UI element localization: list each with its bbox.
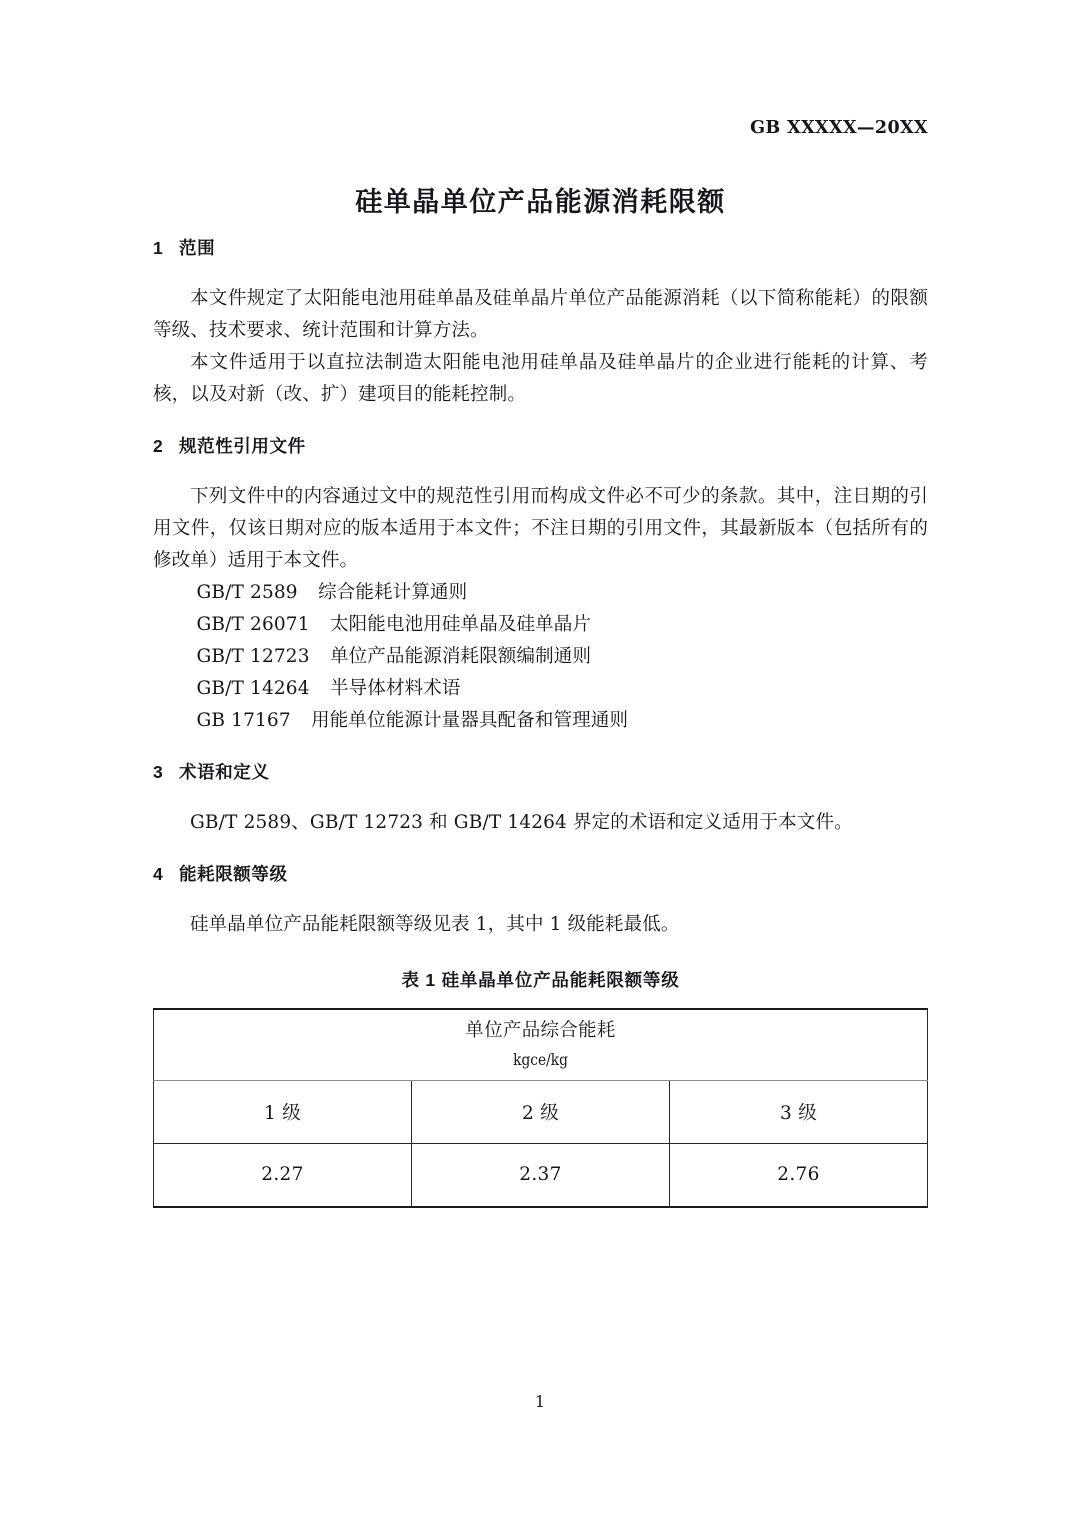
list-item	[153, 641, 928, 673]
clause-title-2: 规范性引用文件	[179, 435, 306, 456]
clause-4-paragraph-1: 硅单晶单位产品能耗限额等级见表 1，其中 1 级能耗最低。	[190, 913, 680, 935]
clause-title-4: 能耗限额等级	[179, 863, 288, 884]
list-item	[153, 705, 928, 737]
reference-code: GB/T 26071	[196, 613, 310, 635]
list-item	[153, 577, 928, 609]
table-cell-value-3: 2.76	[670, 1143, 928, 1207]
table-cell-grade-3: 3 级	[670, 1080, 928, 1143]
spacer	[153, 992, 928, 1008]
table-cell-value-2: 2.37	[412, 1143, 670, 1207]
clause-title-1: 范围	[179, 238, 216, 258]
list-item	[153, 609, 928, 641]
table-row-grades	[154, 1080, 928, 1143]
clause-number-4: 4	[153, 863, 164, 884]
clause-title-3: 术语和定义	[179, 761, 270, 782]
clause-heading-2	[153, 436, 928, 458]
table-header-title: 单位产品综合能耗	[465, 1019, 616, 1041]
reference-code: GB/T 12723	[196, 645, 310, 667]
document-title: 硅单晶单位产品能源消耗限额	[355, 187, 726, 218]
spacer	[153, 458, 928, 481]
reference-title: 单位产品能源消耗限额编制通则	[330, 645, 592, 667]
spacer	[153, 839, 928, 864]
energy-limit-table	[153, 1008, 928, 1208]
reference-title: 太阳能电池用硅单晶及硅单晶片	[330, 613, 592, 635]
reference-title: 用能单位能源计量器具配备和管理通则	[311, 709, 629, 731]
spacer	[153, 411, 928, 436]
table-cell-grade-1: 1 级	[154, 1080, 412, 1143]
clause-number-2: 2	[153, 435, 164, 456]
spacer	[153, 260, 928, 283]
document-body	[153, 238, 928, 1208]
clause-number-3: 3	[153, 761, 164, 782]
spacer	[153, 941, 928, 967]
reference-code: GB 17167	[196, 709, 291, 731]
clause-number-1: 1	[153, 238, 164, 258]
page-number: 1	[534, 1392, 546, 1411]
reference-code: GB/T 14264	[196, 677, 310, 699]
table-cell-value-1: 2.27	[154, 1143, 412, 1207]
clause-2-paragraph-1: 下列文件中的内容通过文中的规范性引用而构成文件必不可少的条款。其中，注日期的引用文件，仅该日期对应的版本适用于本文件；不注日期的引用文件，其最新版本（包括所有的修改单）适用于本文件。	[153, 485, 928, 571]
spacer	[153, 784, 928, 807]
table-cell-grade-2: 2 级	[412, 1080, 670, 1143]
clause-heading-3	[153, 762, 928, 784]
clause-heading-1	[153, 238, 928, 260]
list-item	[153, 673, 928, 705]
clause-1-paragraph-1: 本文件规定了太阳能电池用硅单晶及硅单晶片单位产品能源消耗（以下简称能耗）的限额等级、技术要求、统计范围和计算方法。	[153, 287, 928, 341]
clause-1-paragraph-2: 本文件适用于以直拉法制造太阳能电池用硅单晶及硅单晶片的企业进行能耗的计算、考核，以及对新（改、扩）建项目的能耗控制。	[153, 351, 928, 405]
table-row-values	[154, 1143, 928, 1207]
reference-title: 综合能耗计算通则	[318, 581, 468, 603]
spacer	[153, 737, 928, 762]
table-header-cell	[154, 1009, 928, 1081]
reference-title: 半导体材料术语	[330, 677, 461, 699]
reference-code: GB/T 2589	[196, 581, 298, 603]
normative-reference-list	[153, 577, 928, 737]
spacer	[153, 886, 928, 909]
table-caption: 表 1 硅单晶单位产品能耗限额等级	[401, 969, 680, 990]
table-header-unit: kgce/kg	[513, 1049, 568, 1069]
clause-3-paragraph-1: GB/T 2589、GB/T 12723 和 GB/T 14264 界定的术语和定义适用于本文件。	[190, 811, 853, 833]
standard-code-header: GB XXXXX—20XX	[750, 118, 928, 138]
table-row-header	[154, 1009, 928, 1081]
clause-heading-4	[153, 864, 928, 886]
